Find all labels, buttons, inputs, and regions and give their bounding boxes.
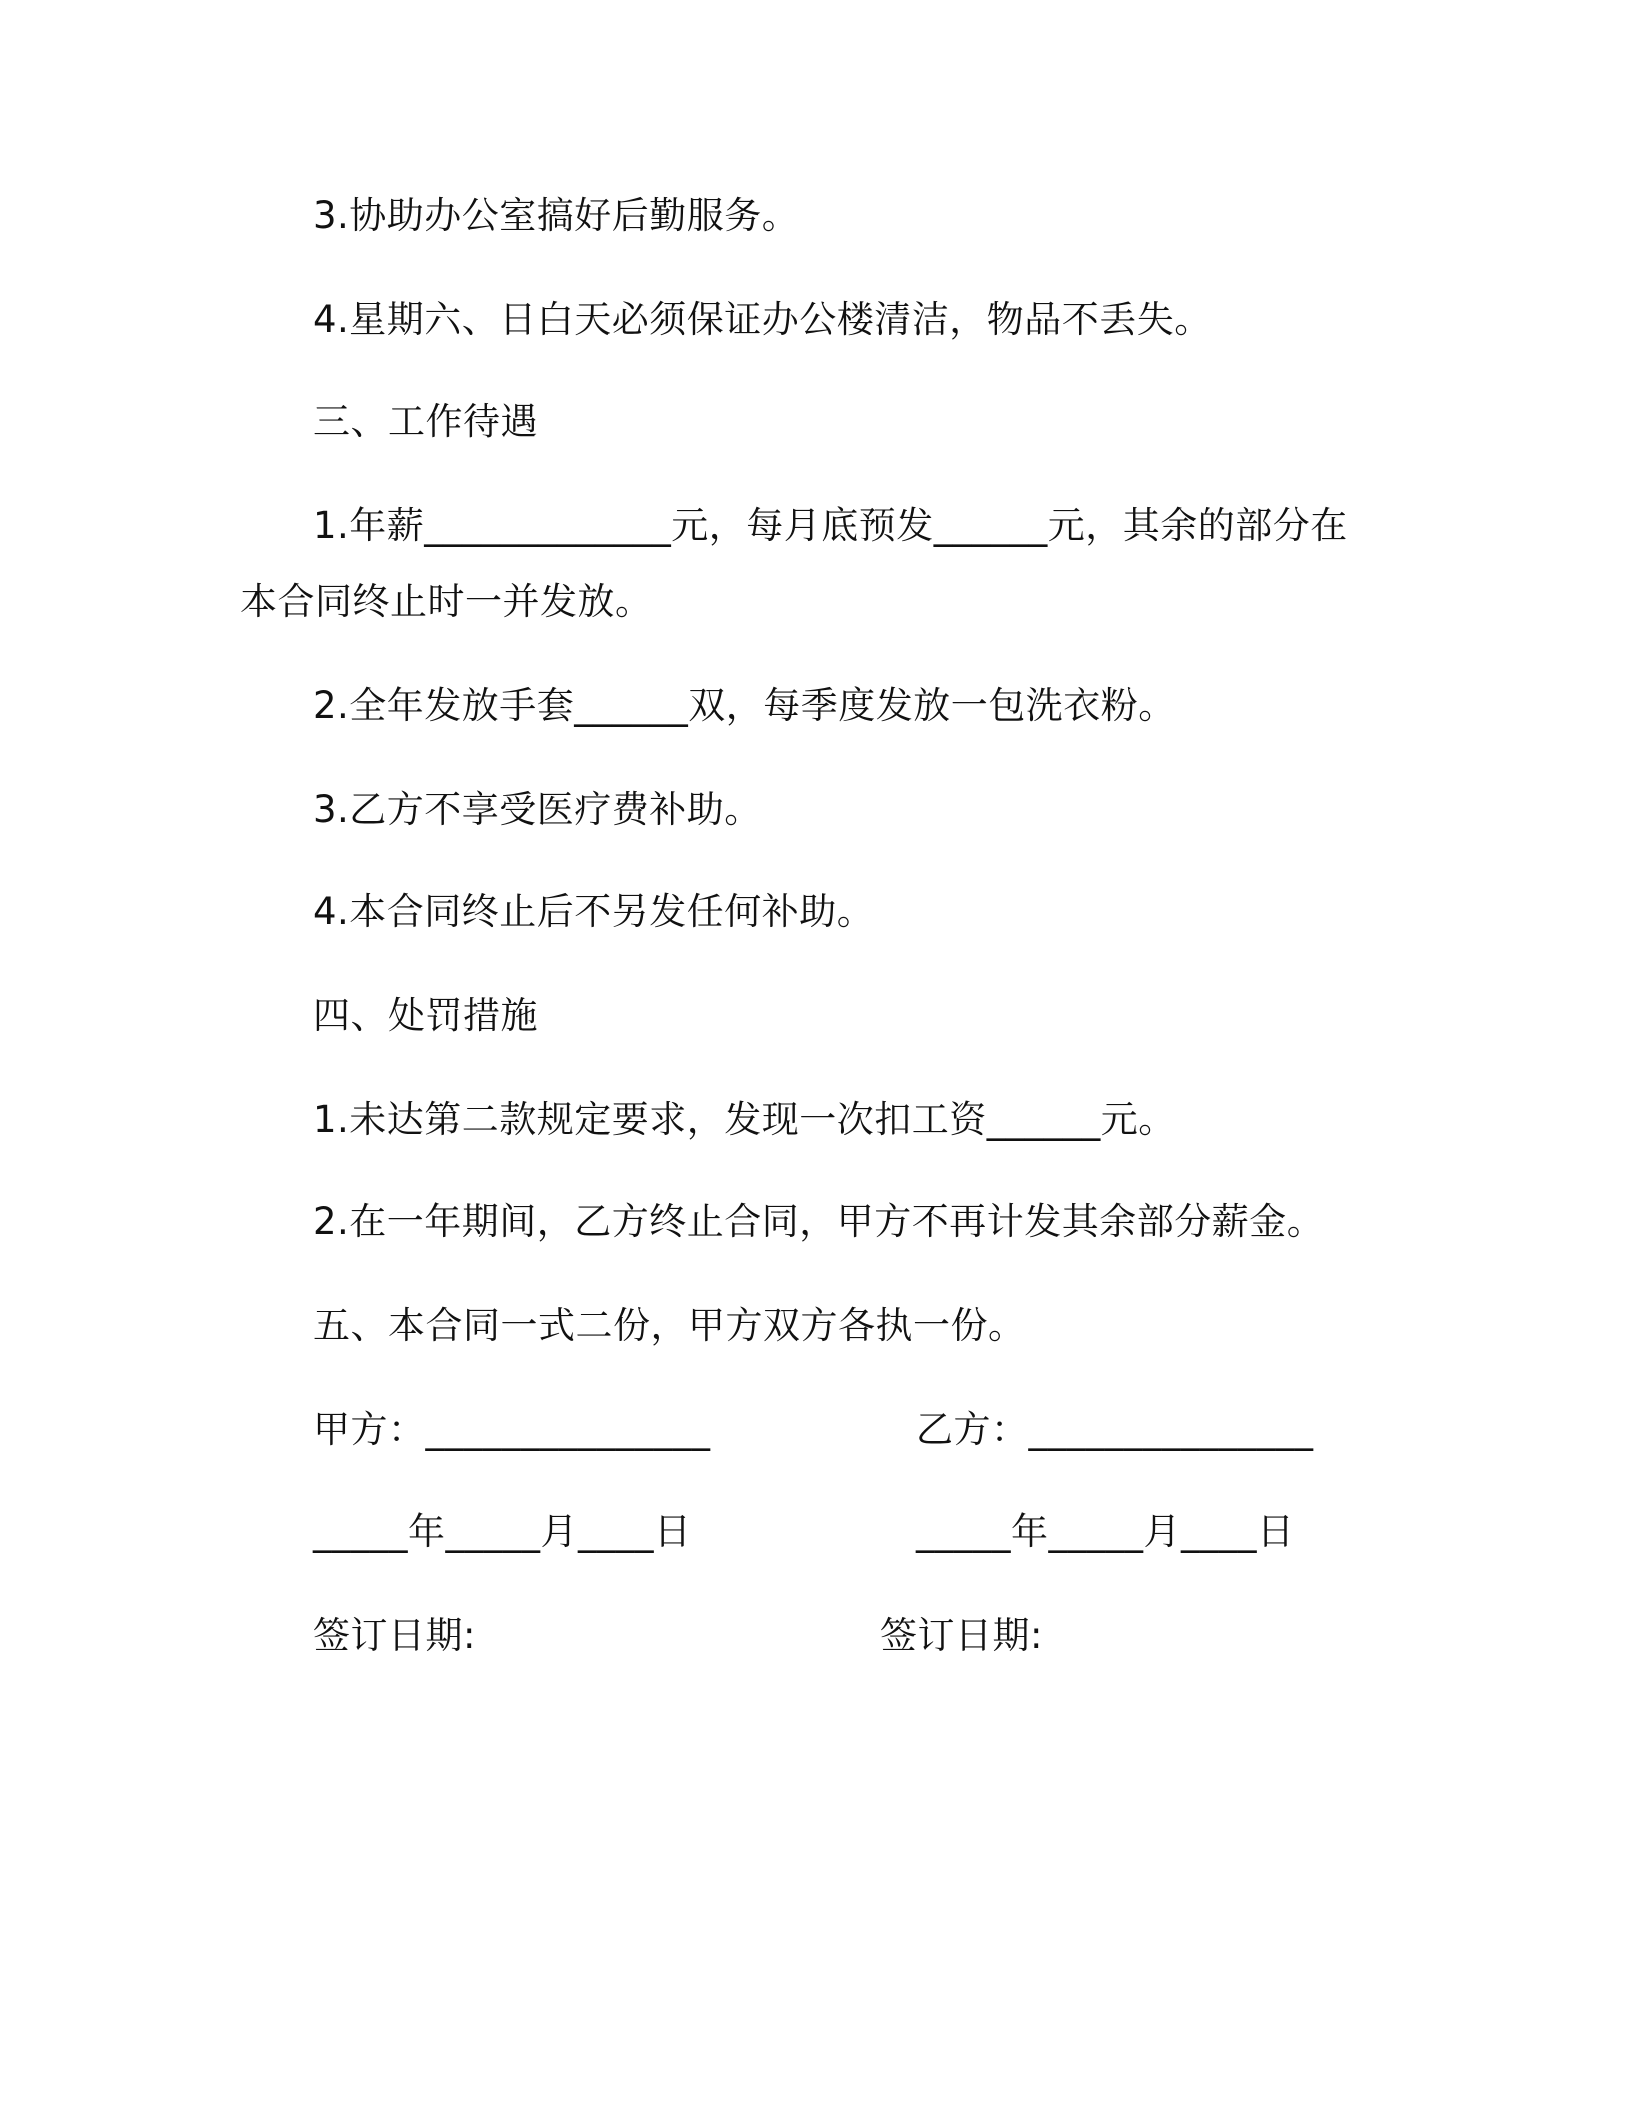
- penalty-item-1: 1.未达第二款规定要求，发现一次扣工资______元。: [313, 1098, 1176, 1141]
- duty-item-3: 3.协助办公室搞好后勤服务。: [313, 194, 800, 237]
- benefit-item-4: 4.本合同终止后不另发任何补助。: [313, 890, 875, 933]
- section-title-penalties: 四、处罚措施: [313, 994, 538, 1037]
- benefit-item-3: 3.乙方不享受医疗费补助。: [313, 788, 762, 831]
- party-a-signature: 甲方：_______________: [313, 1408, 711, 1451]
- party-b-signature: 乙方：_______________: [916, 1408, 1314, 1451]
- party-b-date: _____年_____月____日: [916, 1510, 1295, 1553]
- copies-clause: 五、本合同一式二份，甲方双方各执一份。: [313, 1304, 1026, 1347]
- party-a-date: _____年_____月____日: [313, 1510, 692, 1553]
- section-title-benefits: 三、工作待遇: [313, 400, 538, 443]
- party-a-sign-date-label: 签订日期:: [313, 1614, 476, 1657]
- penalty-item-2: 2.在一年期间，乙方终止合同，甲方不再计发其余部分薪金。: [313, 1200, 1325, 1243]
- benefit-item-1-line-2: 本合同终止时一并发放。: [240, 580, 653, 623]
- benefit-item-2: 2.全年发放手套______双，每季度发放一包洗衣粉。: [313, 684, 1176, 727]
- benefit-item-1-line-1: 1.年薪_____________元，每月底预发______元，其余的部分在: [313, 504, 1348, 547]
- party-b-sign-date-label: 签订日期:: [880, 1614, 1043, 1657]
- duty-item-4: 4.星期六、日白天必须保证办公楼清洁，物品不丢失。: [313, 298, 1212, 341]
